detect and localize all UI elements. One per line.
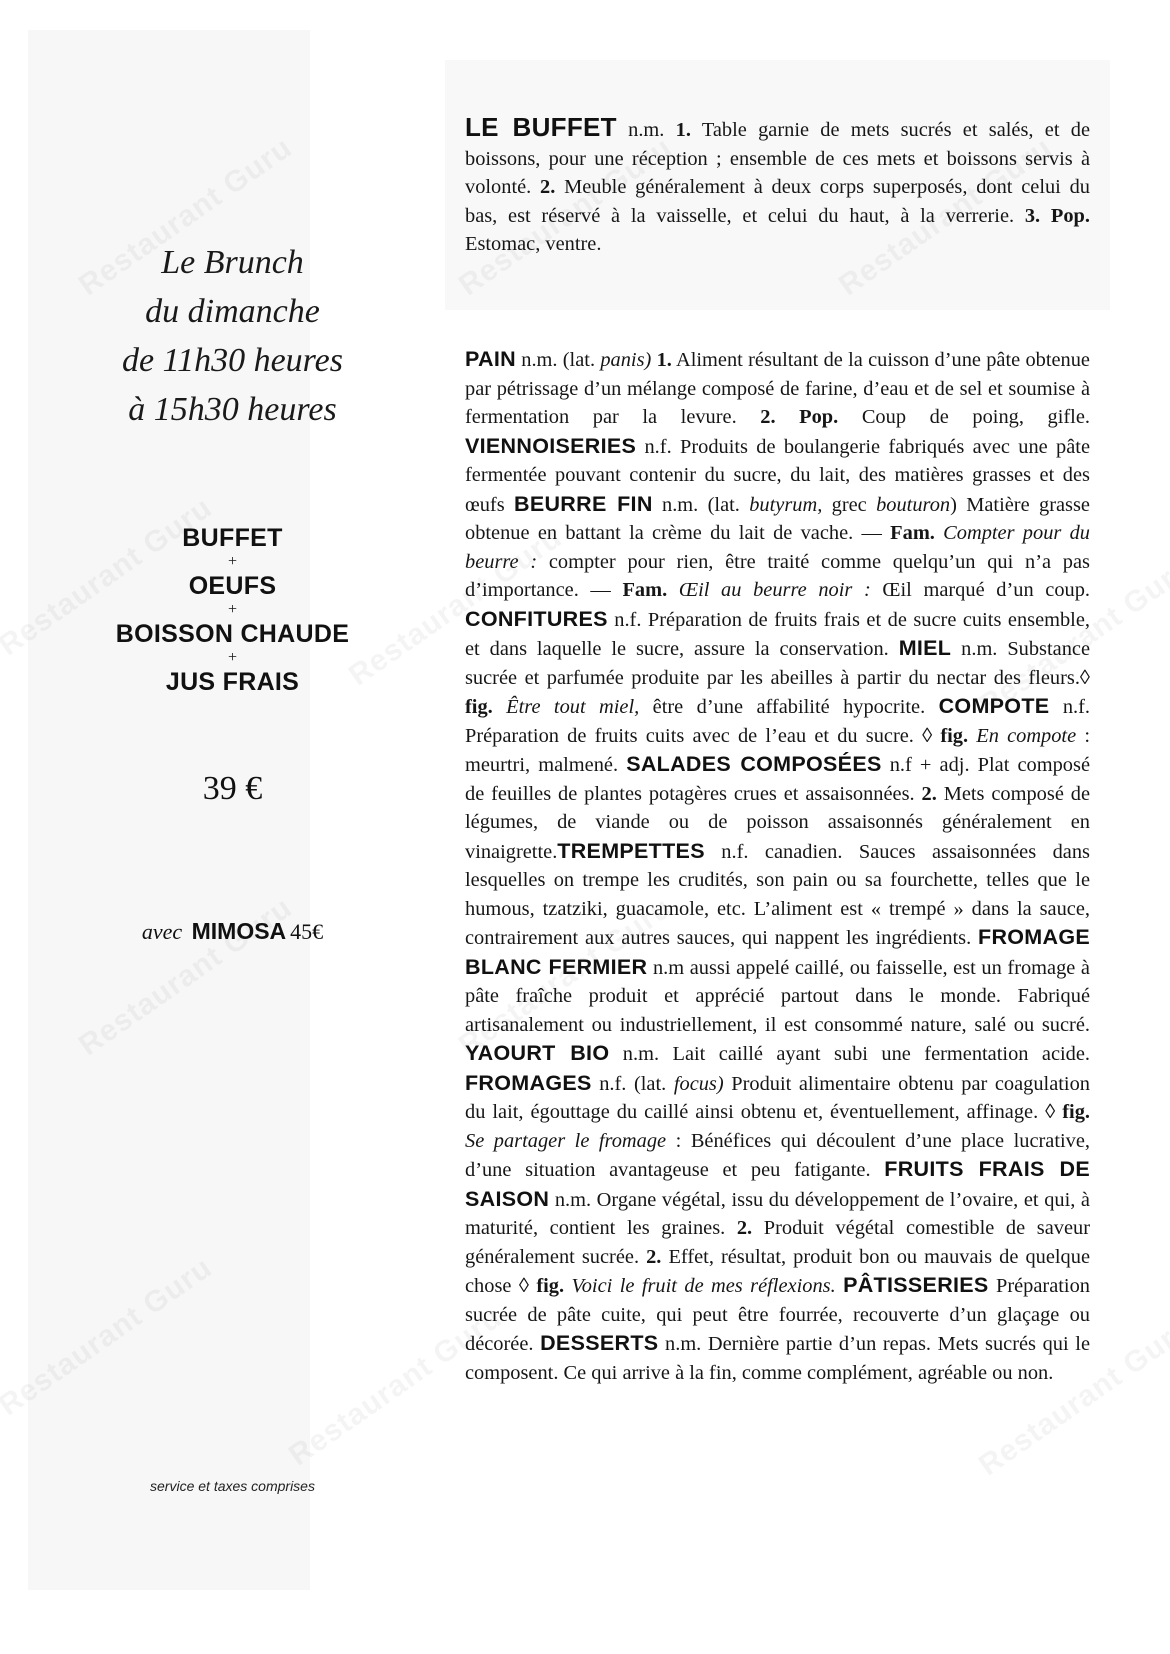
brunch-title xyxy=(75,238,390,434)
definition-bold: fig. xyxy=(1062,1101,1090,1123)
definition-bold: fig. xyxy=(465,696,493,718)
term-heading: FROMAGE BLANC FERMIER xyxy=(465,925,1090,979)
definition-bold: Fam. xyxy=(890,522,935,544)
definition-text: n.m aussi appelé caillé, ou faisselle, est un fromage à pâte fraîche produit et apprécié partout dans le monde. Fabriqué artisanalement ou industriellement, il est consommé nature, salé ou sucré. xyxy=(465,956,1090,1036)
term-heading: LE BUFFET xyxy=(465,112,617,142)
definition-number: 2. xyxy=(921,782,937,805)
definition-italic: En compote xyxy=(968,724,1077,747)
mimosa-avec: avec xyxy=(141,919,183,944)
definition-text: Produit végétal comestible de saveur généralement sucrée. xyxy=(465,1217,1090,1268)
formula-item: BOISSON CHAUDE xyxy=(115,620,350,648)
term-heading: CONFITURES xyxy=(465,606,608,631)
brunch-line: de 11h30 heures xyxy=(122,342,343,379)
definition-text: être d’une affabilité hypocrite. xyxy=(639,696,939,718)
definition-text: n.f. Préparation de fruits cuits avec de l’eau et du sucre. ◊ xyxy=(465,696,1090,747)
definition-number: 2. xyxy=(646,1245,662,1268)
definition-text: n.f. Préparation de fruits frais et de sucre cuits ensemble, et dans laquelle le sucre, assure la conservation. xyxy=(465,608,1090,660)
definition-text: n.f. canadien. Sauces assaisonnées dans lesquelles on trempe les crudités, son pain ou sa fourchette, telles que le humous, tzatziki, guacamole, etc. L’aliment est « trempé » dans la sauce, contrairement aux autres sauces, qui nappent les ingrédients. xyxy=(465,840,1090,949)
term-heading: FRUITS FRAIS DE SAISON xyxy=(465,1157,1090,1211)
definition-text: grec xyxy=(822,493,877,516)
definition-number: 2. xyxy=(540,176,556,198)
term-heading: PÂTISSERIES xyxy=(843,1273,989,1297)
definition-text: n.m. xyxy=(616,119,676,141)
definition-number: 1. xyxy=(651,349,672,371)
term-heading: TREMPETTES xyxy=(557,838,705,863)
definition-text: Produit alimentaire obtenu par coagulation du lait, égouttage du caillé ainsi obtenu et, éventuellement, affinage. ◊ xyxy=(465,1072,1090,1123)
formula-price: 39 € xyxy=(202,770,263,807)
definition-italic: panis) xyxy=(600,349,652,371)
definition-text: Estomac, ventre. xyxy=(465,233,602,255)
term-heading: DESSERTS xyxy=(540,1331,659,1355)
service-note: service et taxes comprises xyxy=(150,1478,315,1494)
definition-italic: Compter pour du beurre : xyxy=(465,522,1090,573)
definition-text: n.f + adj. Plat composé de feuilles de plantes potagères crues et assaisonnées. xyxy=(465,754,1090,805)
plus-sign: + xyxy=(227,601,238,618)
definition-text: n.m. Organe végétal, issu du développement de l’ovaire, et qui, à maturité, contient les graines. xyxy=(465,1188,1090,1239)
definition-bold: Fam. xyxy=(622,579,668,601)
definition-text: n.m. Substance sucrée et parfumée produite par les abeilles à partir du nectar des fleurs.◊ xyxy=(465,638,1090,689)
definition-italic: Être tout miel, xyxy=(492,696,640,718)
mimosa-option xyxy=(75,918,390,945)
definition-text: Table garnie de mets sucrés et salés, et de boissons, pour une réception ; ensemble de ces mets et boissons servis à volonté. xyxy=(465,119,1090,198)
definition-number: 1. xyxy=(675,119,691,141)
definition-text: Effet, résultat, produit bon ou mauvais de quelque chose ◊ xyxy=(465,1245,1091,1297)
products-definitions xyxy=(465,345,1090,1387)
definition-italic: butyrum, xyxy=(749,493,823,516)
definition-text: ) Matière grasse obtenue en battant la crème du lait de vache. — xyxy=(465,493,1090,544)
term-heading: YAOURT BIO xyxy=(465,1041,610,1065)
definition-italic: bouturon xyxy=(876,493,951,516)
definition-bold: fig. xyxy=(940,724,969,747)
mimosa-price: 45€ xyxy=(290,919,324,944)
brunch-line: du dimanche xyxy=(145,293,320,330)
term-heading: FROMAGES xyxy=(465,1070,592,1095)
term-heading: MIEL xyxy=(898,636,952,660)
definition-italic: Se partager le fromage xyxy=(465,1129,667,1152)
formula-item: JUS FRAIS xyxy=(165,668,300,696)
plus-sign: + xyxy=(227,553,238,570)
definition-number: 2. Pop. xyxy=(760,406,839,428)
definition-number: 2. xyxy=(736,1217,753,1239)
brunch-line: Le Brunch xyxy=(161,244,304,281)
definition-italic: Voici le fruit de mes réflexions. xyxy=(564,1275,836,1297)
term-heading: COMPOTE xyxy=(938,694,1050,718)
term-heading: BEURRE FIN xyxy=(514,491,653,516)
definition-text: : meurtri, malmené. xyxy=(465,724,1090,776)
definition-text: Préparation sucrée de pâte cuite, qui peut être fourrée, recouverte d’un glaçage ou décorée. xyxy=(465,1275,1090,1355)
definition-text: n.m. Dernière partie d’un repas. Mets sucrés qui le composent. Ce qui arrive à la fin, comme complément, agréable ou non. xyxy=(465,1333,1090,1384)
definition-italic: focus) xyxy=(673,1072,724,1095)
definition-text: Coup de poing, gifle. xyxy=(838,406,1090,428)
brunch-formula xyxy=(75,521,390,699)
definition-text: Mets composé de légumes, de viande ou de poisson assaisonnés généralement en vinaigrette. xyxy=(465,782,1090,863)
term-heading: SALADES COMPOSÉES xyxy=(626,752,882,776)
buffet-definition xyxy=(465,113,1090,259)
definition-text: Œil marqué d’un coup. xyxy=(870,579,1091,601)
formula-item: BUFFET xyxy=(182,524,283,552)
definition-text: : Bénéfices qui découlent d’une place lucrative, d’une situation avantageuse et peu fatigante. xyxy=(465,1129,1091,1181)
definition-italic: Œil au beurre noir : xyxy=(667,579,871,601)
definition-text: compter pour rien, être traité comme quelqu’un qui n’a pas d’importance. — xyxy=(465,550,1090,601)
definition-text: n.m. Lait caillé ayant subi une fermentation acide. xyxy=(609,1043,1091,1065)
mimosa-name: MIMOSA xyxy=(191,918,287,944)
formula-item: OEUFS xyxy=(188,572,277,600)
definition-text: n.f. (lat. xyxy=(591,1072,674,1095)
definition-text: n.m. (lat. xyxy=(652,493,750,516)
term-heading: VIENNOISERIES xyxy=(465,433,637,458)
plus-sign: + xyxy=(227,649,238,666)
term-heading: PAIN xyxy=(465,347,516,371)
definition-text: Aliment résultant de la cuisson d’une pâte obtenue par pétrissage d’un mélange composé de farine, d’eau et de sel et soumise à fermentation par la levure. xyxy=(465,349,1090,428)
definition-bold: fig. xyxy=(536,1275,565,1297)
brunch-line: à 15h30 heures xyxy=(128,391,337,428)
definition-text: n.m. (lat. xyxy=(515,349,601,371)
definition-text: Meuble généralement à deux corps superposés, dont celui du bas, est réservé à la vaisselle, et celui du haut, à la verrerie. xyxy=(465,176,1090,227)
definition-number: 3. Pop. xyxy=(1024,204,1090,227)
definition-text: n.f. Produits de boulangerie fabriqués avec une pâte fermentée pouvant contenir du sucre, du lait, des matières grasses et des œufs xyxy=(465,435,1090,516)
